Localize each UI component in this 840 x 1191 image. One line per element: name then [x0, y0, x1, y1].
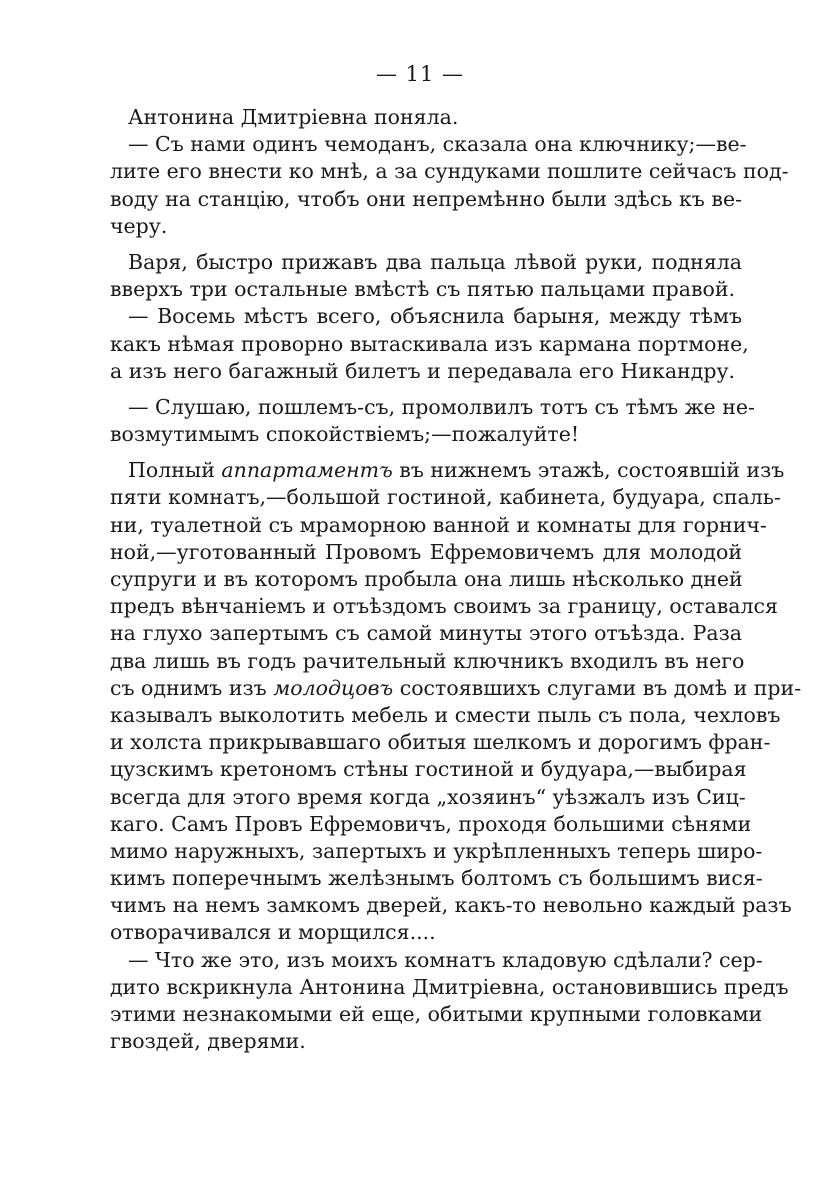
- text-line: — Что же это, изъ моихъ комнатъ кладовую сдѣлали? сер-: [128, 947, 763, 972]
- italic-word: молодцовъ: [273, 675, 394, 700]
- text-line: возмутимымъ спокойствіемъ;—пожалуйте!: [110, 422, 580, 447]
- text-line: какъ нѣмая проворно вытаскивала изъ кармана портмоне,: [110, 331, 749, 356]
- text-line: а изъ него багажный билетъ и передавала его Никандру.: [110, 358, 736, 383]
- text-line: дито вскрикнула Антонина Дмитріевна, остановившись предъ: [110, 974, 789, 999]
- text-line: съ однимъ изъ молодцовъ состоявшихъ слугами въ домѣ и при-: [110, 675, 802, 700]
- text-line: воду на станцію, чтобъ они непремѣнно были здѣсь къ ве-: [110, 186, 742, 211]
- text-line: кимъ поперечнымъ желѣзнымъ болтомъ съ большимъ вися-: [110, 866, 763, 891]
- text-line: Антонина Дмитріевна поняла.: [128, 105, 459, 129]
- text-line: этими незнакомыми ей еще, обитыми крупными головками: [110, 1002, 763, 1026]
- text-line: супруги и въ которомъ пробыла она лишь нѣсколько дней: [110, 567, 743, 591]
- text-line: отворачивался и морщился....: [110, 920, 436, 945]
- page-number: — 11 —: [375, 62, 465, 86]
- text-line: — Слушаю, пошлемъ-съ, промолвилъ тотъ съ тѣмъ же не-: [128, 394, 755, 419]
- text-line: мимо наружныхъ, запертыхъ и укрѣпленныхъ теперь широ-: [110, 838, 763, 863]
- text-line: всегда для этого время когда „хозяинъ“ уѣзжалъ изъ Сиц-: [110, 784, 746, 809]
- text-line: черу.: [110, 213, 168, 238]
- text-line: Полный аппартаментъ въ нижнемъ этажѣ, состоявшій изъ: [128, 458, 785, 483]
- text-line: — Восемь мѣстъ всего, объяснила барыня, между тѣмъ: [128, 304, 742, 329]
- text-line: казывалъ выколотить мебель и смести пыль съ пола, чехловъ: [110, 702, 781, 727]
- text-line: вверхъ три остальные вмѣстѣ съ пятью пальцами правой.: [110, 277, 736, 302]
- text-line: на глухо запертымъ съ самой минуты этого отъѣзда. Раза: [110, 621, 742, 646]
- text-line: чимъ на немъ замкомъ дверей, какъ-то невольно каждый разъ: [110, 893, 792, 918]
- text-line: ни, туалетной съ мраморною ванной и комнаты для горнич-: [110, 512, 767, 537]
- text-line: гвоздей, дверями.: [110, 1029, 306, 1054]
- text-line: и холста прикрывавшаго обитыя шелкомъ и дорогимъ фран-: [110, 730, 771, 755]
- text-line: два лишь въ годъ рачительный ключникъ входилъ въ него: [110, 648, 745, 673]
- text-line: цузскимъ кретономъ стѣны гостиной и будуара,—выбирая: [110, 757, 747, 782]
- body-text: [110, 104, 802, 1055]
- text-line: — Съ нами одинъ чемоданъ, сказала она ключнику;—ве-: [128, 132, 747, 157]
- text-line: каго. Самъ Провъ Ефремовичъ, проходя большими сѣнями: [110, 811, 752, 836]
- text-line: пяти комнатъ,—большой гостиной, кабинета, будуара, спаль-: [110, 485, 781, 510]
- italic-word: аппартаментъ: [221, 458, 393, 483]
- text-line: предъ вѣнчаніемъ и отъѣздомъ своимъ за границу, оставался: [110, 594, 778, 619]
- text-line: ной,—уготованный Провомъ Ефремовичемъ для молодой: [110, 539, 742, 564]
- text-line: лите его внести ко мнѣ, а за сундуками пошлите сейчасъ под-: [110, 159, 789, 184]
- text-line: Варя, быстро прижавъ два пальца лѣвой руки, подняла: [128, 249, 742, 274]
